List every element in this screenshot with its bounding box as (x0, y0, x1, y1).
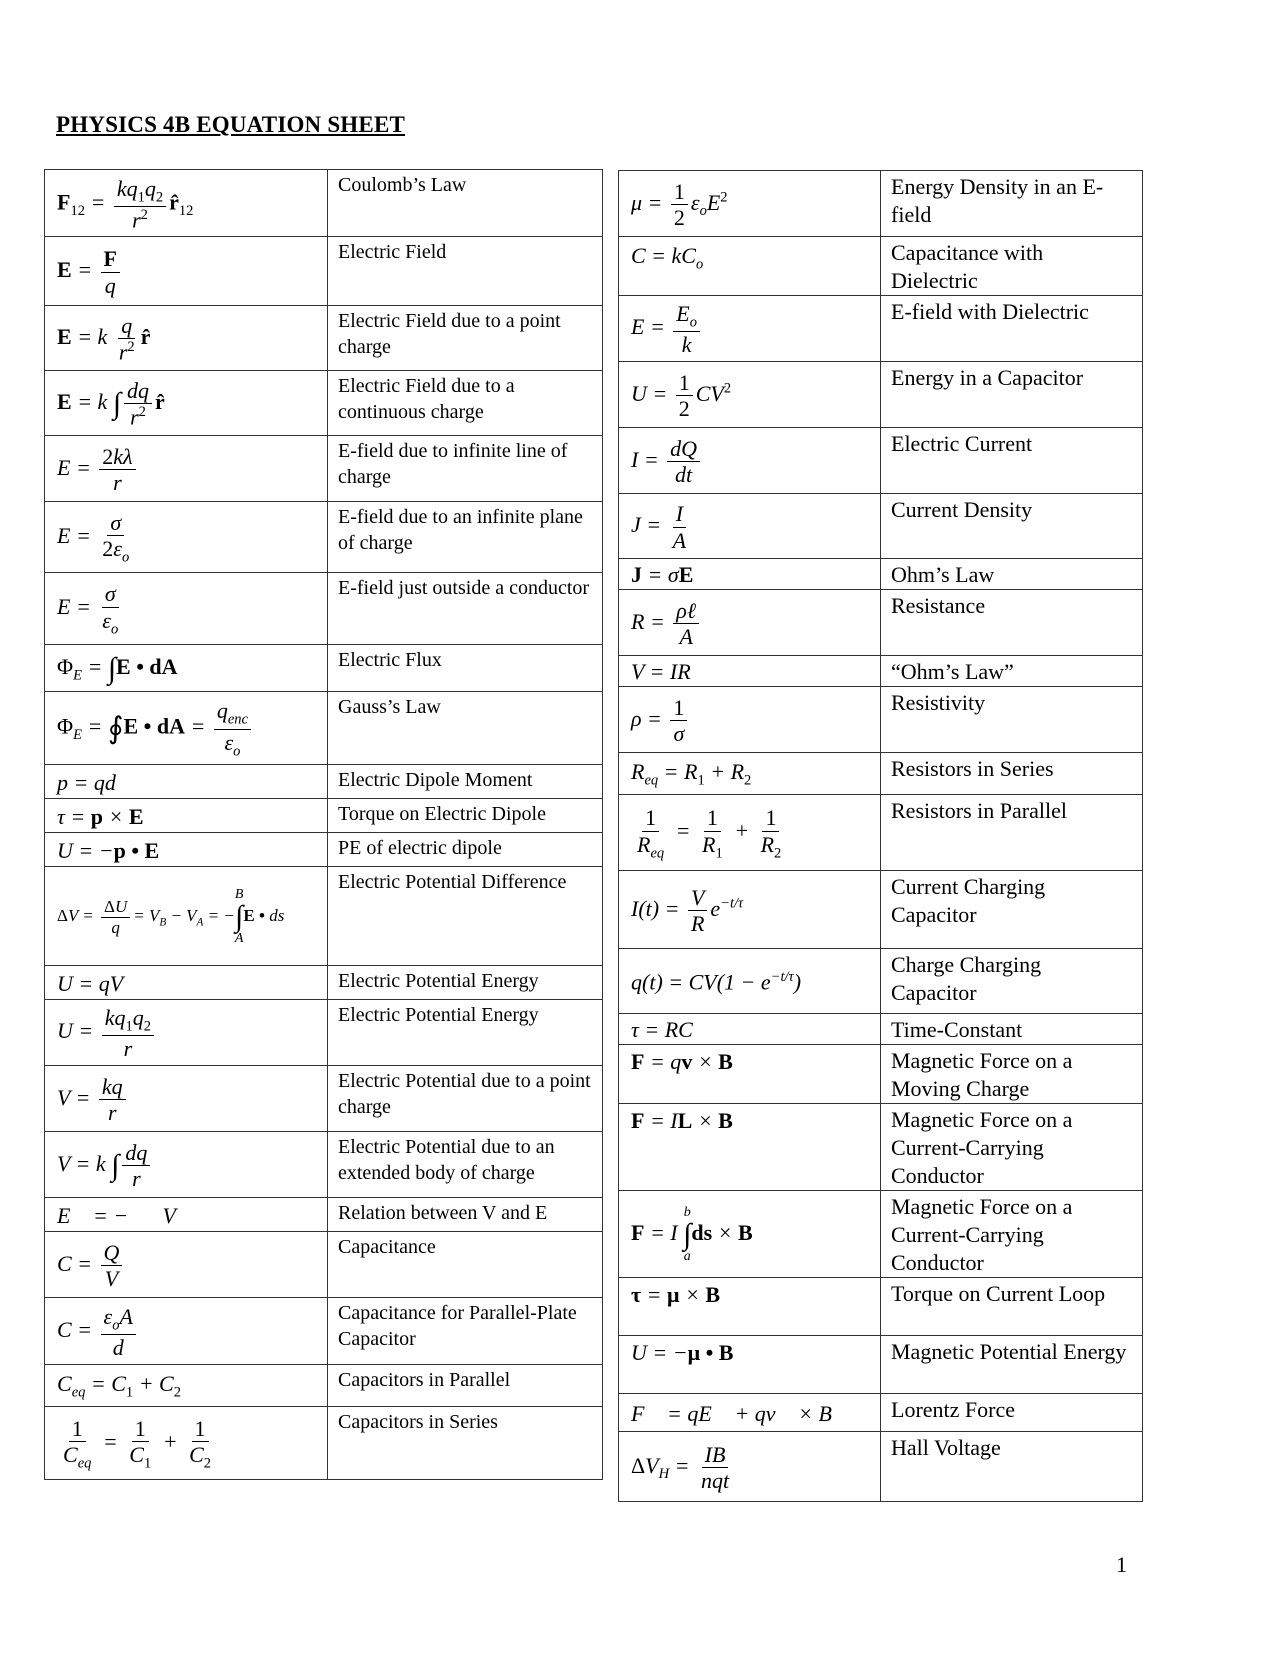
equation-potential-energy: U = qV (45, 966, 328, 1000)
table-row (45, 645, 603, 692)
description: Ohm’s Law (881, 559, 1143, 590)
equation-dipole-moment: p = qd (45, 765, 328, 799)
table-row (619, 1045, 1143, 1104)
equation-electric-flux: $\Phi_E = \int E$ • dA (45, 645, 328, 692)
description: Capacitance (328, 1232, 603, 1298)
equation-conductor-force: F = IL × B (619, 1104, 881, 1191)
table-row (619, 1432, 1143, 1502)
table-row (619, 1104, 1143, 1191)
equation-charging-current: I(t) = $\frac{V}{R}$ $e^{-t/\tau}$ (619, 871, 881, 949)
equation-current-density: J = $\frac{I}{A}$ (619, 494, 881, 559)
table-row (619, 656, 1143, 687)
equation-dipole-pe: U = −p • E (45, 833, 328, 867)
table-row (45, 1198, 603, 1232)
description: Electric Field due to a continuous charge (328, 371, 603, 436)
equation-dipole-torque: τ = p × E (45, 799, 328, 833)
description: Magnetic Force on a Current-Carrying Conductor (881, 1104, 1143, 1191)
description: Resistivity (881, 687, 1143, 753)
description: Capacitors in Series (328, 1407, 603, 1480)
equation-plane-charge: E = $\frac{\sigma}{2\varepsilon_o}$ (45, 502, 328, 573)
table-row (45, 371, 603, 436)
table-row (45, 573, 603, 645)
equation-ohms-law-vector: J = σE (619, 559, 881, 590)
table-row (45, 436, 603, 502)
equation-point-potential: V = $\frac{kq}{r}$ (45, 1066, 328, 1132)
table-row (619, 559, 1143, 590)
description: “Ohm’s Law” (881, 656, 1143, 687)
description: Torque on Current Loop (881, 1278, 1143, 1336)
description: Current Charging Capacitor (881, 871, 1143, 949)
table-row (45, 1298, 603, 1365)
description: Relation between V and E (328, 1198, 603, 1232)
equation-lorentz-force: F⃗ = qE⃗ + qv⃗ × B⃗ (619, 1394, 881, 1432)
equation-resistors-series: $R_{eq} = R_1 + R_2$ (619, 753, 881, 795)
equation-capacitor-energy: U = $\frac{1}{2}$ $CV^2$ (619, 362, 881, 428)
table-row (45, 1000, 603, 1066)
equation-resistivity: ρ = $\frac{1}{\sigma}$ (619, 687, 881, 753)
description: Electric Dipole Moment (328, 765, 603, 799)
description: E-field due to an infinite plane of charge (328, 502, 603, 573)
table-row (45, 306, 603, 371)
table-row (619, 687, 1143, 753)
equation-gradient: E⃗ = −∇⃗V (45, 1198, 328, 1232)
equation-moving-charge-force: F = qv × B (619, 1045, 881, 1104)
description: Magnetic Force on a Moving Charge (881, 1045, 1143, 1104)
equation-resistance: R = ρℓ A (619, 590, 881, 656)
table-row (619, 296, 1143, 362)
description: Current Density (881, 494, 1143, 559)
description: E-field just outside a conductor (328, 573, 603, 645)
equation-dielectric-field: E = $\frac{E_o}{k}$ (619, 296, 881, 362)
description: Lorentz Force (881, 1394, 1143, 1432)
equation-coulombs-law: $F_{12}$ = $\frac{kq_1q_2}{r^2}$ $r̂_{12}$ (45, 170, 328, 237)
table-row (619, 1336, 1143, 1394)
description: Electric Potential due to an extended body of charge (328, 1132, 603, 1198)
table-row (619, 1278, 1143, 1336)
equation-continuous-charge-field: E = k ∫ $\frac{dq}{r^2}$ r̂ (45, 371, 328, 436)
table-row (45, 966, 603, 1000)
description: Electric Potential Energy (328, 966, 603, 1000)
description: E-field with Dielectric (881, 296, 1143, 362)
table-row (619, 428, 1143, 494)
table-row (45, 1132, 603, 1198)
description: Time-Constant (881, 1014, 1143, 1045)
description: Electric Potential Difference (328, 867, 603, 966)
table-row (45, 502, 603, 573)
table-row (45, 170, 603, 237)
table-row (45, 1407, 603, 1480)
table-row (619, 171, 1143, 237)
equation-capacitors-parallel: $C_{eq} = C_1 + C_2$ (45, 1365, 328, 1407)
table-row (45, 765, 603, 799)
equation-current: I = $\frac{dQ}{dt}$ (619, 428, 881, 494)
description: Capacitance for Parallel-Plate Capacitor (328, 1298, 603, 1365)
description: Energy in a Capacitor (881, 362, 1143, 428)
table-row (619, 362, 1143, 428)
equation-electric-field: E = $\frac{F}{q}$ (45, 237, 328, 306)
equation-time-constant: τ = RC (619, 1014, 881, 1045)
table-row (619, 871, 1143, 949)
description: Energy Density in an E-field (881, 171, 1143, 237)
table-row (619, 590, 1143, 656)
description: Magnetic Potential Energy (881, 1336, 1143, 1394)
equation-point-charge-field: E = k $\frac{q}{r^2}$ r̂ (45, 306, 328, 371)
description: Electric Current (881, 428, 1143, 494)
equation-gauss-law: $\Phi_E$ = ∮E • dA = $q_{enc}$ $\varepsilon_o$ (45, 692, 328, 765)
description: Capacitors in Parallel (328, 1365, 603, 1407)
description: Coulomb’s Law (328, 170, 603, 237)
equation-ohms-law: V = IR (619, 656, 881, 687)
table-row (619, 1014, 1143, 1045)
equation-potential-energy-charges: U = $\frac{kq_1q_2}{r}$ (45, 1000, 328, 1066)
equation-capacitors-series: 1 $C_{eq}$ = $\frac{1}{C_1}$ + $\frac{1}{C_2}$ (45, 1407, 328, 1480)
table-row (619, 753, 1143, 795)
equation-extended-potential: V = k ∫ $\frac{dq}{r}$ (45, 1132, 328, 1198)
description: Electric Field (328, 237, 603, 306)
description: Resistance (881, 590, 1143, 656)
table-row (619, 949, 1143, 1014)
description: Electric Potential Energy (328, 1000, 603, 1066)
table-row (45, 867, 603, 966)
equation-charging-charge: $q(t) = CV(1 - e^{-t/\tau})$ (619, 949, 881, 1014)
equation-hall-voltage: $\Delta V_H$ = IB nqt (619, 1432, 881, 1502)
table-row (45, 1232, 603, 1298)
table-row (619, 1394, 1143, 1432)
description: PE of electric dipole (328, 833, 603, 867)
description: Gauss’s Law (328, 692, 603, 765)
equation-loop-torque: τ = μ × B (619, 1278, 881, 1336)
table-row (45, 1066, 603, 1132)
table-row (45, 799, 603, 833)
table-row (45, 1365, 603, 1407)
equation-parallel-plate: C = $\varepsilon_oA$ d (45, 1298, 328, 1365)
description: Electric Potential due to a point charge (328, 1066, 603, 1132)
equation-conductor-field: E = $\frac{\sigma}{\varepsilon_o}$ (45, 573, 328, 645)
description: Capacitance with Dielectric (881, 237, 1143, 296)
page-number: 1 (1116, 1552, 1127, 1577)
right-equation-table (618, 170, 1143, 1502)
equation-dielectric-capacitance: $C = kC_o$ (619, 237, 881, 296)
description: Resistors in Series (881, 753, 1143, 795)
table-row (619, 237, 1143, 296)
equation-conductor-force-integral: F = I b ∫ a ds × B (619, 1191, 881, 1278)
description: Electric Field due to a point charge (328, 306, 603, 371)
table-row (45, 833, 603, 867)
description: Electric Flux (328, 645, 603, 692)
equation-resistors-parallel: 1 $R_{eq}$ = $\frac{1}{R_1}$ + $\frac{1}{R_2}$ (619, 795, 881, 871)
equation-magnetic-pe: U = −μ • B (619, 1336, 881, 1394)
table-row (45, 237, 603, 306)
equation-potential-difference: ΔV = $\frac{\Delta U}{q}$ = $V_B - V_A$ = − B ∫ A E • ds (45, 867, 328, 966)
page-title: PHYSICS 4B EQUATION SHEET (56, 112, 406, 137)
description: Hall Voltage (881, 1432, 1143, 1502)
left-equation-table (44, 169, 603, 1480)
table-row (619, 1191, 1143, 1278)
equation-line-charge: E = $\frac{2k\lambda}{r}$ (45, 436, 328, 502)
table-row (619, 494, 1143, 559)
description: E-field due to infinite line of charge (328, 436, 603, 502)
description: Magnetic Force on a Current-Carrying Conductor (881, 1191, 1143, 1278)
description: Torque on Electric Dipole (328, 799, 603, 833)
equation-energy-density: μ = $\frac{1}{2}$ $\varepsilon_oE^2$ (619, 171, 881, 237)
description: Resistors in Parallel (881, 795, 1143, 871)
table-row (45, 692, 603, 765)
description: Charge Charging Capacitor (881, 949, 1143, 1014)
table-row (619, 795, 1143, 871)
equation-capacitance: C = $\frac{Q}{V}$ (45, 1232, 328, 1298)
